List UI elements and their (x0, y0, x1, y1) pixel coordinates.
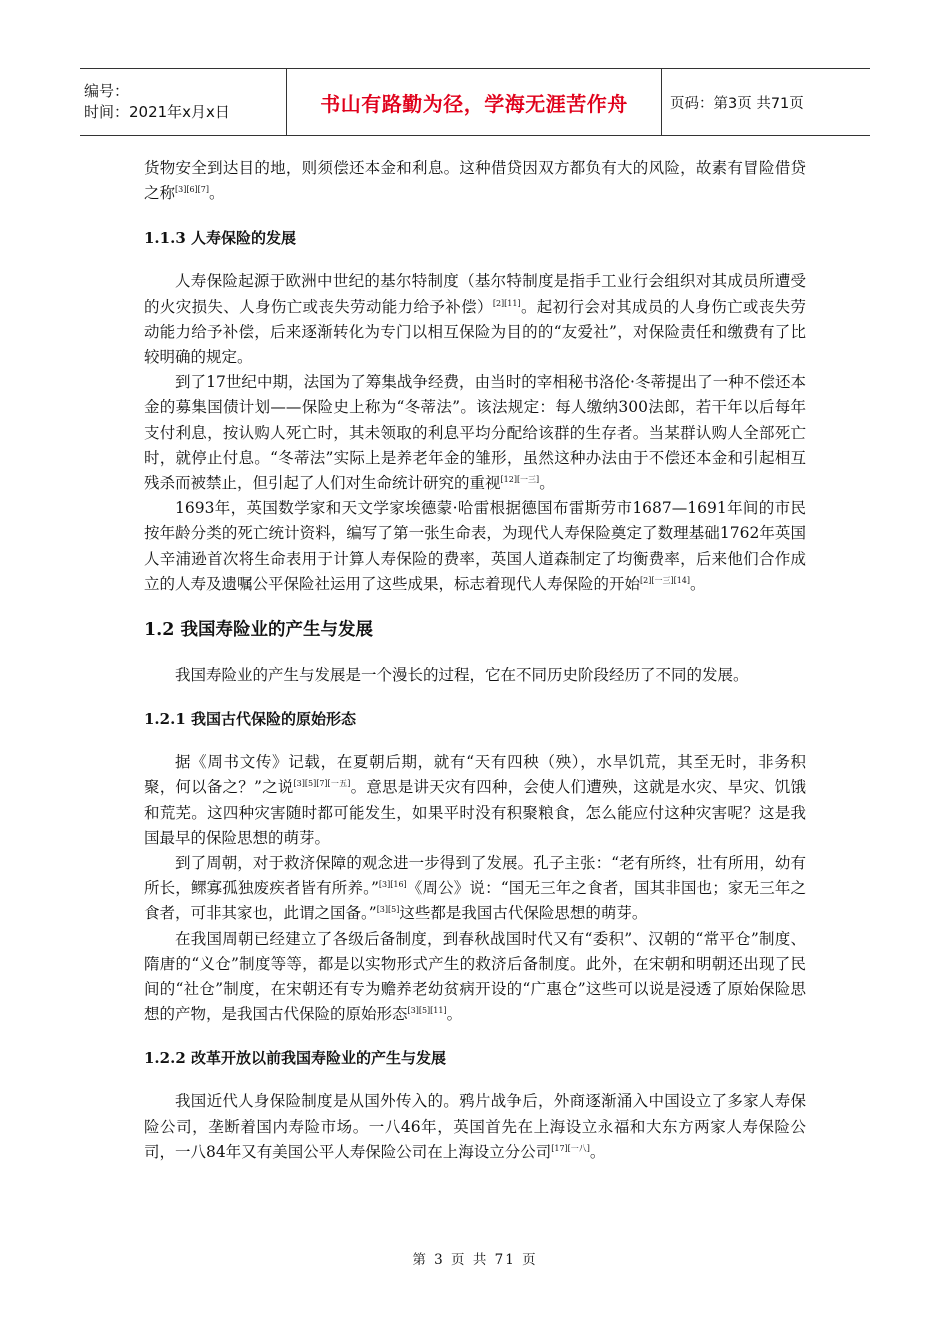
body-paragraph (144, 663, 806, 688)
paragraph-text: 我国近代人身保险制度是从国外传入的。鸦片战争后，外商逐渐涌入中国设立了多家人寿保险公司，垄断着国内寿险市场。一八46年，英国首先在上海设立永福和大东方两家人寿保险公司，一八84年又有美国公平人寿保险公司在上海设立分公司 (144, 1092, 806, 1161)
paragraph-text: 。 (446, 1005, 463, 1024)
page-header (80, 68, 870, 136)
paragraph-text: 。起初行会对其成员的人身伤亡或丧失劳动能力给予补偿，后来逐渐转化为专门以相互保险为目的的“友爱社”，对保险责任和缴费有了比较明确的规定。 (144, 297, 806, 367)
citation-ref: [12][一三] (500, 474, 540, 484)
document-date-label: 时间：2021年x月x日 (84, 103, 230, 121)
citation-ref: [3][5][11] (407, 1006, 447, 1016)
paragraph-text: 据《周书文传》记载，在夏朝后期，就有“天有四秧（殃），水旱饥荒，其至无时，非务积聚，何以备之？”之说 (144, 753, 806, 797)
subsection-heading (144, 227, 806, 249)
subsection-heading (144, 708, 806, 730)
paragraph-text: 。 (589, 1142, 606, 1161)
paragraph-text: 人寿保险起源于欧洲中世纪的基尔特制度（基尔特制度是指手工业行会组织对其成员所遭受的火灾损失、人身伤亡或丧失劳动能力给予补偿） (144, 272, 806, 316)
paragraph-text: 。 (690, 574, 706, 593)
subsection-heading (144, 1047, 806, 1069)
paragraph-text: 货物安全到达目的地，则须偿还本金和利息。这种借贷因双方都负有大的风险，故素有冒险借贷之称 (144, 159, 806, 203)
body-paragraph (144, 156, 806, 206)
header-page-number: 页码：第3页 共71页 (662, 69, 871, 136)
body-paragraph (144, 370, 806, 496)
citation-ref: [3][5][7][一五] (293, 779, 351, 789)
citation-ref: [2][11] (492, 298, 521, 308)
header-info-cell (80, 69, 287, 136)
citation-ref: [3][6][7] (175, 185, 210, 195)
body-paragraph (144, 1089, 806, 1165)
paragraph-text: 1.1.3 人寿保险的发展 (144, 229, 296, 248)
citation-ref: [3][5] (376, 905, 400, 915)
paragraph-text: 。意思是讲天灾有四种，会使人们遭殃，这就是水灾、旱灾、饥饿和荒芜。这四种灾害随时都可能发生，如果平时没有积聚粮食，怎么能应付这种灾害呢？这是我国最早的保险思想的萌芽。 (144, 778, 806, 847)
paragraph-text: 1693年，英国数学家和天文学家埃德蒙·哈雷根据德国布雷斯劳市1687—1691年间的市民按年龄分类的死亡统计资料，编写了第一张生命表，为现代人寿保险奠定了数理基础1762年英国人辛浦逊首次将生命表用于计算人寿保险的费率，英国人道森制定了均衡费率，后来他们合作成立的人寿及遗嘱公平保险社运用了这些成果，标志着现代人寿保险的开始 (144, 499, 806, 593)
body-paragraph (144, 851, 806, 927)
paragraph-text: 1.2 我国寿险业的产生与发展 (144, 620, 374, 641)
paragraph-text: 。 (539, 474, 555, 493)
citation-ref: [3][16] (378, 880, 407, 890)
paragraph-text: 这些都是我国古代保险思想的萌芽。 (399, 904, 648, 923)
body-paragraph (144, 750, 806, 851)
document-number-label: 编号： (84, 82, 130, 100)
paragraph-text: 在我国周朝已经建立了各级后备制度，到春秋战国时代又有“委积”、汉朝的“常平仓”制度、隋唐的“义仓”制度等等，都是以实物形式产生的救济后备制度。此外，在宋朝和明朝还出现了民间的“社仓”制度，在宋朝还有专为赡养老幼贫病开设的“广惠仓”这些可以说是浸透了原始保险思想的产物，是我国古代保险的原始形态 (144, 929, 806, 1024)
body-paragraph (144, 269, 806, 370)
paragraph-text: 1.2.2 改革开放以前我国寿险业的产生与发展 (144, 1049, 446, 1068)
body-paragraph (144, 496, 806, 597)
page-footer: 第 3 页 共 71 页 (412, 1252, 538, 1268)
paragraph-text: 到了周朝，对于救济保障的观念进一步得到了发展。孔子主张：“老有所终，壮有所用，幼有所长，鳏寡孤独废疾者皆有所养。” (144, 854, 806, 898)
paragraph-text: 1.2.1 我国古代保险的原始形态 (144, 710, 356, 729)
citation-ref: [2][一三][14] (640, 575, 691, 585)
paragraph-text: 《周公》说：“国无三年之食者，国其非国也；家无三年之食者，可非其家也，此谓之国备。” (144, 879, 806, 923)
document-body (144, 156, 806, 1165)
paragraph-text: 我国寿险业的产生与发展是一个漫长的过程，它在不同历史阶段经历了不同的发展。 (175, 666, 749, 685)
section-heading (144, 617, 806, 643)
citation-ref: [17][一八] (551, 1143, 590, 1153)
body-paragraph (144, 927, 806, 1028)
header-motto: 书山有路勤为径，学海无涯苦作舟 (287, 69, 662, 136)
paragraph-text: 到了17世纪中期，法国为了筹集战争经费，由当时的宰相秘书洛伦·冬蒂提出了一种不偿还本金的募集国债计划——保险史上称为“冬蒂法”。该法规定：每人缴纳300法郎，若干年以后每年支付利息，按认购人死亡时，其未领取的利息平均分配给该群的生存者。当某群认购人全部死亡时，就停止付息。“冬蒂法”实际上是养老年金的雏形，虽然这种办法由于不偿还本金和引起相互残杀而被禁止，但引起了人们对生命统计研究的重视 (144, 373, 806, 493)
paragraph-text: 。 (209, 184, 225, 203)
